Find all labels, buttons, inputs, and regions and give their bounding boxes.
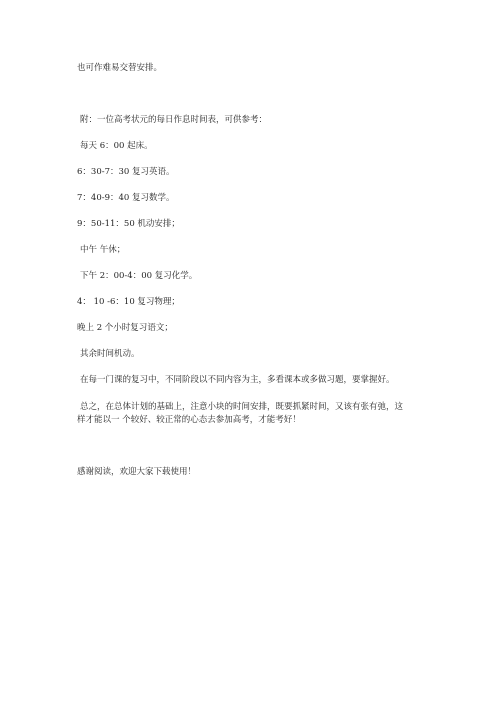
schedule-item: 9：50-11：50 机动安排； [77, 219, 180, 229]
intro-line: 也可作难易交替安排。 [77, 63, 163, 73]
review-tip: 在每一门课的复习中，不同阶段以不同内容为主，多看课本或多做习题，要掌握好。 [80, 375, 395, 385]
schedule-item: 6：30-7：30 复习英语。 [77, 167, 175, 177]
schedule-item: 其余时间机动。 [80, 349, 140, 359]
schedule-item: 7：40-9：40 复习数学。 [77, 193, 175, 203]
schedule-item: 中午 午休； [80, 245, 126, 255]
schedule-intro: 附：一位高考状元的每日作息时间表，可供参考： [80, 115, 268, 125]
schedule-item: 每天 6：00 起床。 [80, 141, 153, 151]
thanks-line: 感谢阅读，欢迎大家下载使用！ [77, 467, 197, 477]
schedule-item: 下午 2：00-4：00 复习化学。 [80, 271, 198, 281]
schedule-item: 4： 10 -6：10 复习物理； [77, 297, 180, 307]
schedule-item: 晚上 2 个小时复习语文； [77, 323, 173, 333]
summary-paragraph: 总之，在总体计划的基础上，注意小块的时间安排，既要抓紧时间，又该有张有弛，这样才能以一 个较好、较正常的心态去参加高考，才能考好！ [77, 402, 404, 425]
